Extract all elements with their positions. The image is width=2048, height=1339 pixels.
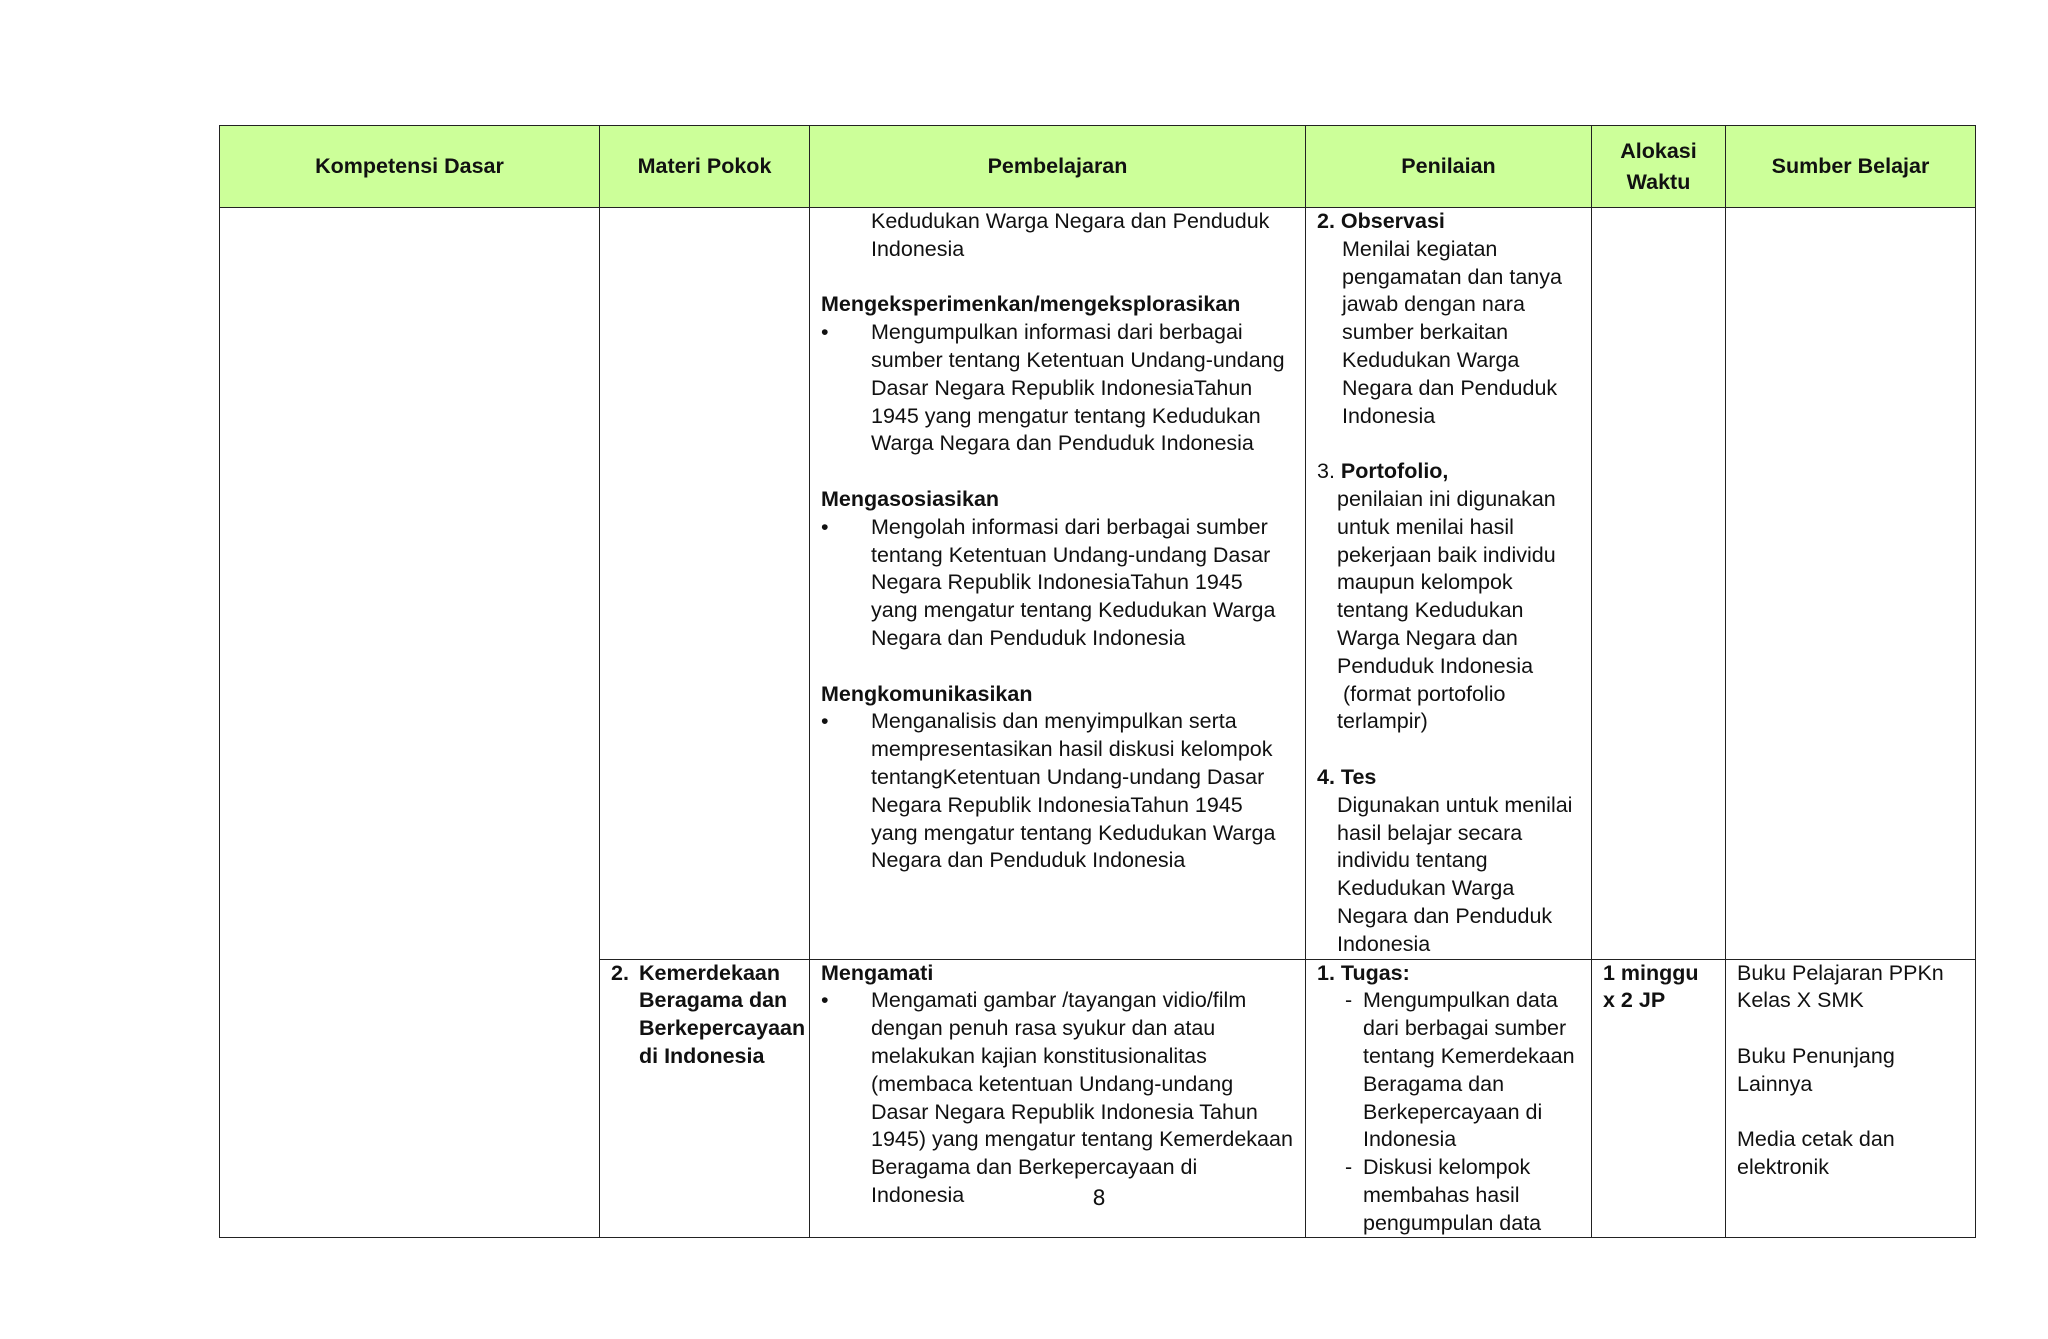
- bullet-item: [821, 708, 1295, 875]
- section-heading: Mengasosiasikan: [821, 486, 1000, 511]
- pembelajaran-continuation: Kedudukan Warga Negara dan Penduduk Indonesia: [871, 209, 1270, 261]
- penilaian-title: Portofolio,: [1340, 459, 1449, 484]
- penilaian-text: penilaian ini digunakan untuk menilai hasil pekerjaan baik individu maupun kelompok tentang Kedudukan Warga Negara dan Penduduk Indonesia: [1337, 486, 1556, 678]
- alokasi-cell: [1592, 208, 1726, 960]
- penilaian-title: 1. Tugas:: [1317, 960, 1410, 985]
- sumber-item: Buku Penunjang Lainnya: [1737, 1043, 1895, 1096]
- bullet-text: Mengamati gambar /tayangan vidio/film dengan penuh rasa syukur dan atau melakukan kajian konstitusionalitas (membaca ketentuan Undang-undang Dasar Negara Republik Indonesia Tahun 1945) yang mengatur tentang Kemerdekaan Beragama dan Berkepercayaan di Indonesia: [871, 988, 1293, 1207]
- penilaian-tes: [1317, 764, 1581, 959]
- sumber-item: Media cetak dan elektronik: [1737, 1127, 1895, 1180]
- sumber-cell: [1726, 208, 1976, 960]
- section-heading: Mengkomunikasikan: [821, 681, 1033, 706]
- bullet-icon: •: [821, 320, 829, 345]
- dash-text: Diskusi kelompok membahas hasil pengumpulan data: [1363, 1155, 1542, 1235]
- dash-icon: -: [1345, 988, 1353, 1013]
- penilaian-text: Digunakan untuk menilai hasil belajar secara individu tentang Kedudukan Warga Negara dan Penduduk Indonesia: [1337, 792, 1573, 956]
- header-kompetensi-dasar: Kompetensi Dasar: [220, 126, 600, 208]
- header-materi-pokok: Materi Pokok: [600, 126, 810, 208]
- bullet-icon: •: [821, 988, 829, 1013]
- bullet-item: [821, 514, 1295, 653]
- materi-cell: [600, 208, 810, 960]
- penilaian-portofolio: [1317, 458, 1581, 736]
- header-pembelajaran: Pembelajaran: [810, 126, 1306, 208]
- section-asosiasi: [821, 486, 1295, 653]
- sumber-item: Buku Pelajaran PPKn Kelas X SMK: [1737, 960, 1944, 1013]
- materi-item: [611, 960, 806, 1071]
- penilaian-cell: [1306, 208, 1592, 960]
- penilaian-text: Menilai kegiatan pengamatan dan tanya jawab dengan nara sumber berkaitan Kedudukan Warga Negara dan Penduduk Indonesia: [1342, 236, 1562, 428]
- syllabus-table: [219, 125, 1976, 1238]
- penilaian-title-row: [1317, 458, 1581, 486]
- header-alokasi-label: Alokasi Waktu: [1620, 138, 1697, 194]
- materi-number: 2.: [611, 960, 629, 985]
- bullet-text: Mengumpulkan informasi dari berbagai sumber tentang Ketentuan Undang-undang Dasar Negara Republik IndonesiaTahun 1945 yang mengatur tentang Kedudukan Warga Negara dan Penduduk Indonesia: [871, 320, 1285, 456]
- page-number: 8: [1092, 1186, 1106, 1210]
- table-header-row: [220, 126, 1976, 208]
- penilaian-title: 2. Observasi: [1317, 209, 1445, 233]
- bullet-item: [821, 987, 1295, 1209]
- header-alokasi-waktu: [1592, 126, 1726, 208]
- table-row: [220, 208, 1976, 960]
- dash-item: [1317, 987, 1581, 1154]
- bullet-text: Menganalisis dan menyimpulkan serta mempresentasikan hasil diskusi kelompok tentangKetentuan Undang-undang Dasar Negara Republik IndonesiaTahun 1945 yang mengatur tentang Kedudukan Warga Negara dan Penduduk Indonesia: [871, 709, 1276, 873]
- kd-cell: [220, 208, 600, 1238]
- bullet-icon: •: [821, 709, 829, 734]
- alokasi-text: 1 minggu x 2 JP: [1603, 960, 1699, 1013]
- materi-text: Kemerdekaan Beragama dan Berkepercayaan di Indonesia: [639, 960, 806, 1068]
- bullet-item: [821, 319, 1295, 458]
- pembelajaran-cell: [810, 208, 1306, 960]
- penilaian-number: 3.: [1317, 459, 1335, 484]
- section-heading: Mengeksperimenkan/mengeksplorasikan: [821, 292, 1241, 317]
- header-sumber-belajar: Sumber Belajar: [1726, 126, 1976, 208]
- section-heading: Mengamati: [821, 960, 934, 985]
- penilaian-note: (format portofolio terlampir): [1337, 681, 1512, 734]
- dash-icon: -: [1345, 1155, 1353, 1180]
- penilaian-title: 4. Tes: [1317, 764, 1377, 789]
- header-penilaian: Penilaian: [1306, 126, 1592, 208]
- dash-text: Mengumpulkan data dari berbagai sumber tentang Kemerdekaan Beragama dan Berkepercayaan di Indonesia: [1363, 988, 1575, 1152]
- section-eksperimen: [821, 291, 1295, 458]
- penilaian-observasi: [1317, 208, 1581, 430]
- bullet-icon: •: [821, 514, 829, 539]
- bullet-text: Mengolah informasi dari berbagai sumber tentang Ketentuan Undang-undang Dasar Negara Republik IndonesiaTahun 1945 yang mengatur tentang Kedudukan Warga Negara dan Penduduk Indonesia: [871, 514, 1276, 650]
- section-komunikasi: [821, 681, 1295, 876]
